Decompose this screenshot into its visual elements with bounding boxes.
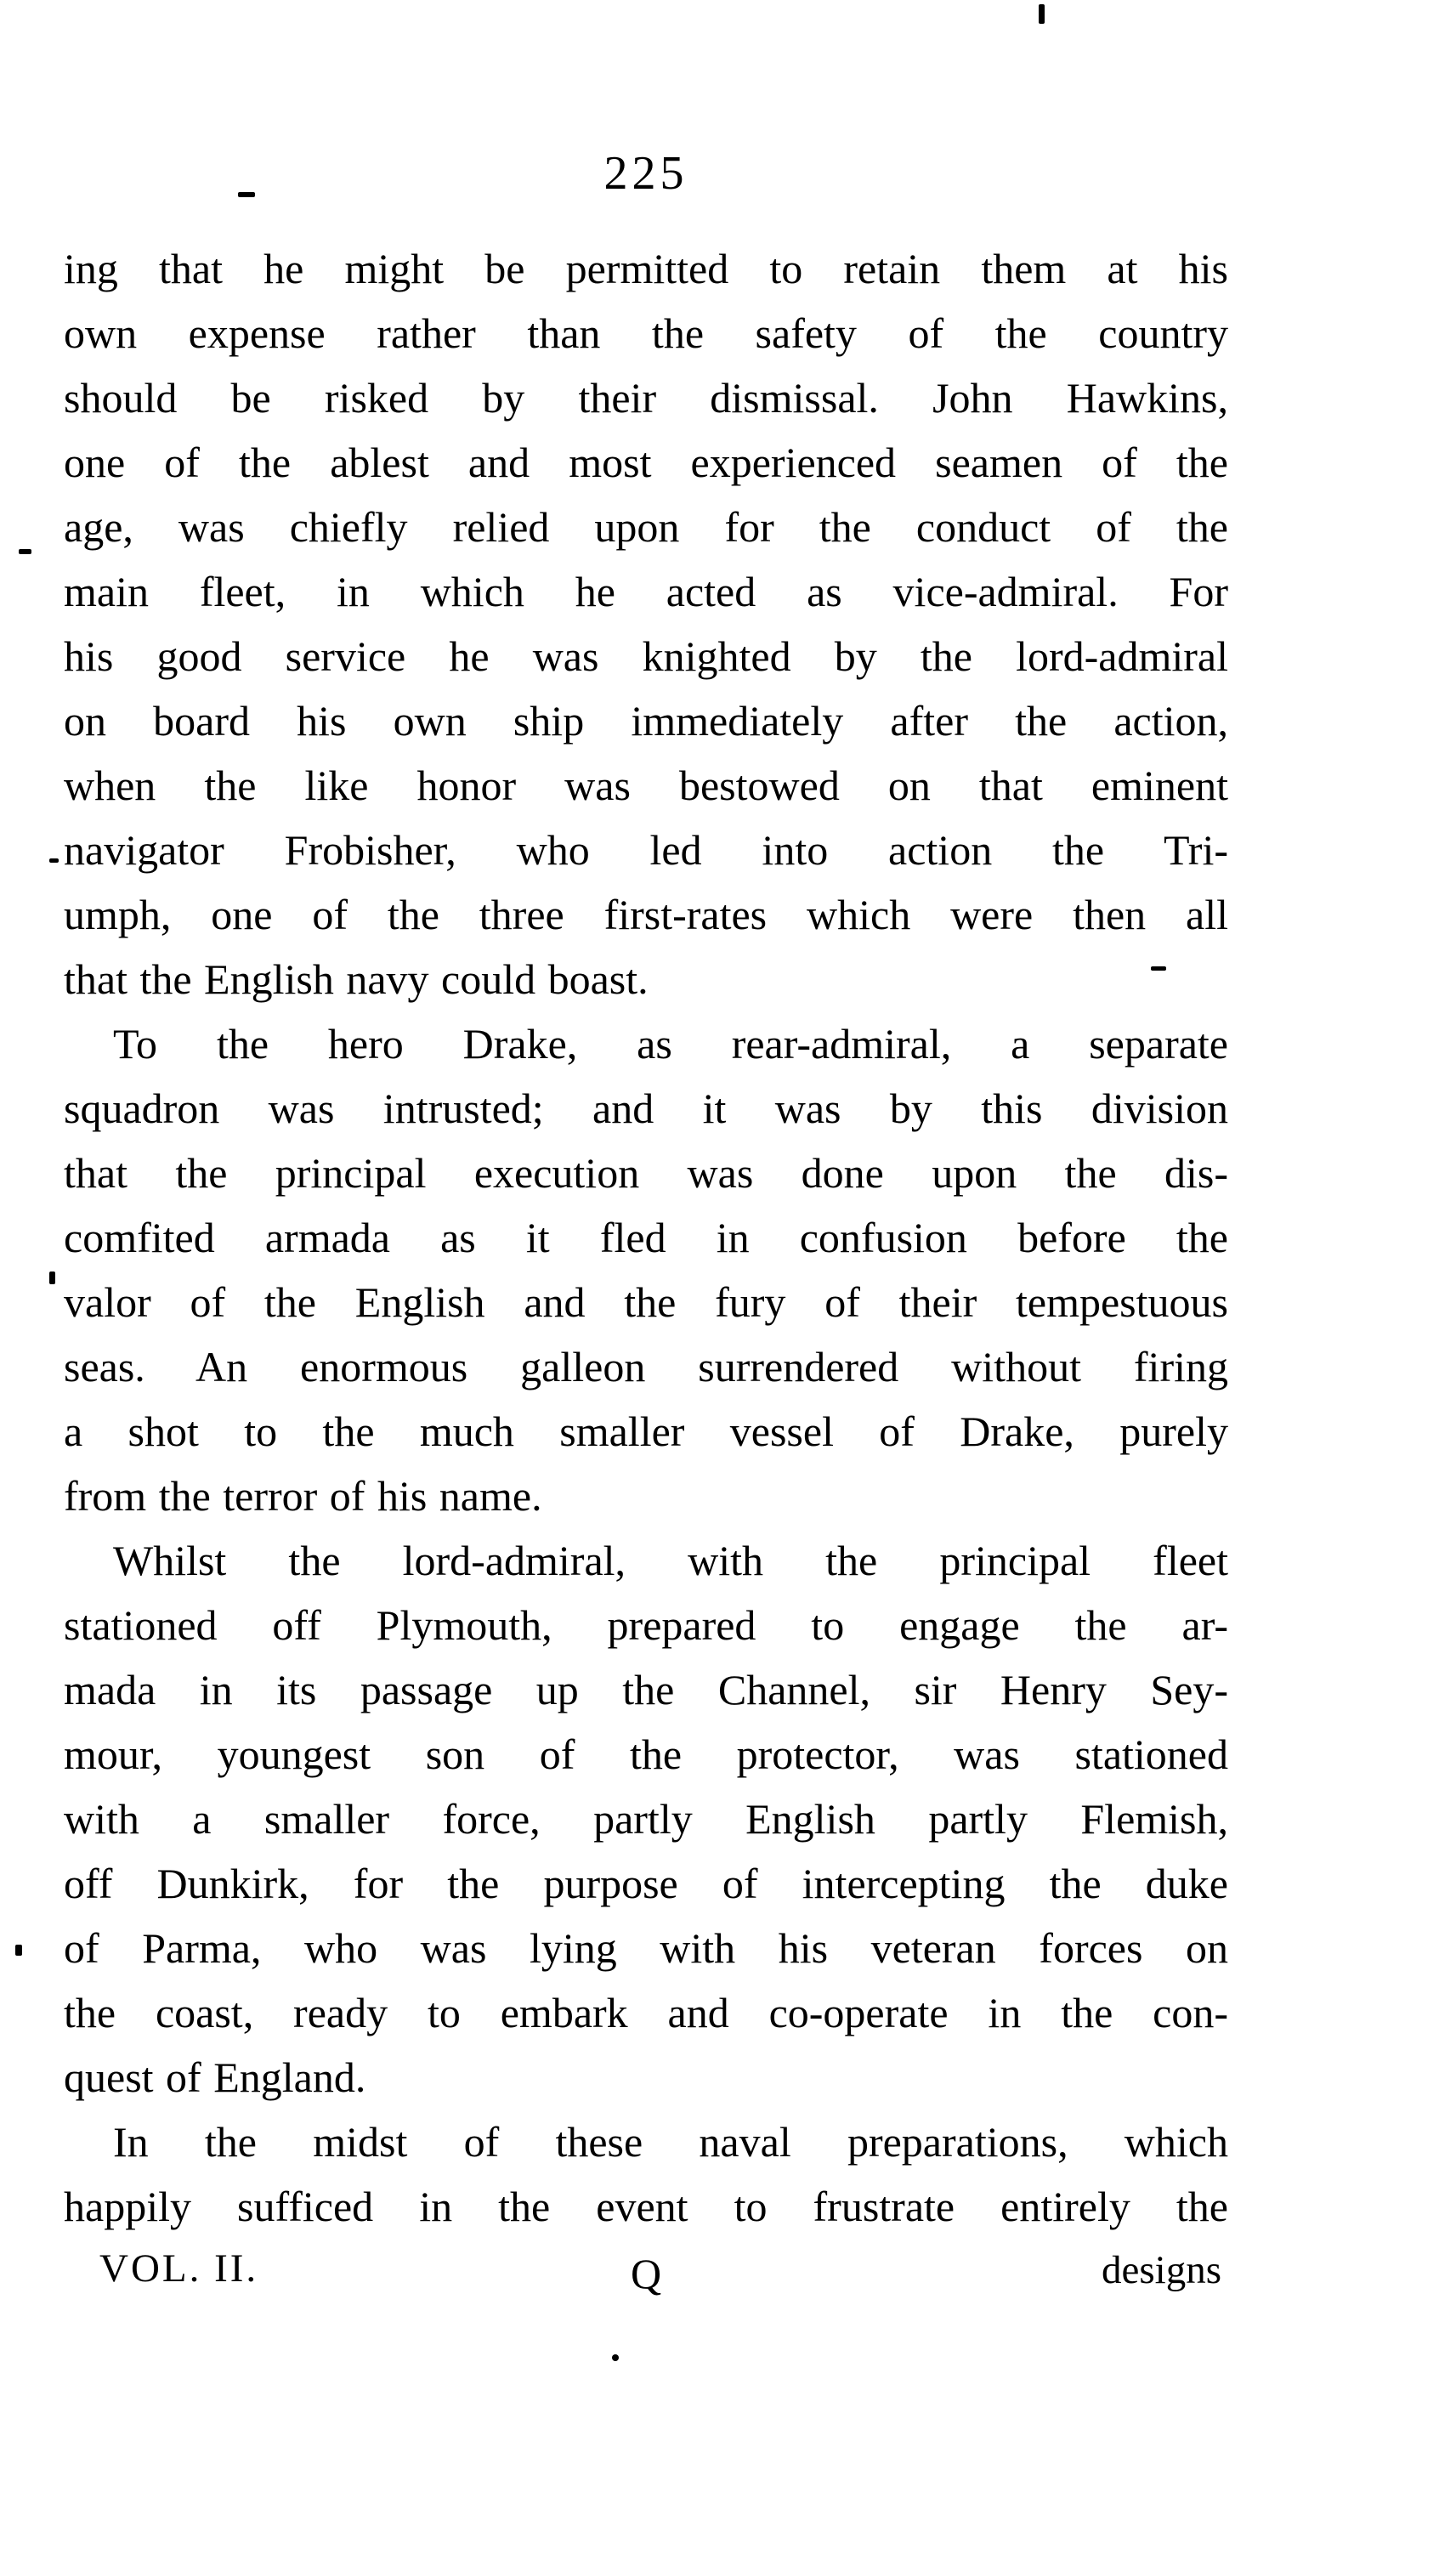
page-footer [64, 2246, 1228, 2310]
text-line: happily sufficed in the event to frustrate entirely the [64, 2183, 1228, 2230]
text-line: with a smaller force, partly English partly Flemish, [64, 1795, 1228, 1843]
volume-label: VOL. II. [99, 2246, 259, 2291]
text-line: own expense rather than the safety of the country [64, 309, 1228, 357]
text-line: on board his own ship immediately after the action, [64, 697, 1228, 745]
signature-mark: Q [630, 2250, 662, 2297]
text-line: ing that he might be permitted to retain them at his [64, 245, 1228, 292]
text-line: from the terror of his name. [64, 1472, 542, 1520]
ink-speck [19, 549, 31, 554]
page-text [64, 236, 1228, 2239]
text-line: mada in its passage up the Channel, sir Henry Sey- [64, 1666, 1228, 1713]
text-line: To the hero Drake, as rear-admiral, a separate [113, 1020, 1228, 1068]
text-line: that the English navy could boast. [64, 955, 649, 1003]
text-line: when the like honor was bestowed on that eminent [64, 762, 1228, 809]
text-line: navigator Frobisher, who led into action the Tri- [64, 826, 1228, 874]
text-line: squadron was intrusted; and it was by this division [64, 1085, 1228, 1132]
text-line: off Dunkirk, for the purpose of intercepting the duke [64, 1860, 1228, 1907]
text-line: stationed off Plymouth, prepared to engage the ar- [64, 1601, 1228, 1649]
text-line: one of the ablest and most experienced seamen of the [64, 439, 1228, 486]
text-line: main fleet, in which he acted as vice-admiral. For [64, 568, 1228, 615]
text-line: Whilst the lord-admiral, with the principal fleet [113, 1537, 1228, 1584]
text-line: comfited armada as it fled in confusion before the [64, 1214, 1228, 1261]
catchword: designs [1102, 2248, 1221, 2292]
text-line: age, was chiefly relied upon for the conduct of the [64, 503, 1228, 551]
text-line: should be risked by their dismissal. John Hawkins, [64, 374, 1228, 422]
text-line: umph, one of the three first-rates which were then all [64, 891, 1228, 938]
text-line: the coast, ready to embark and co-operate in the con- [64, 1989, 1228, 2036]
text-line: In the midst of these naval preparations, which [113, 2118, 1228, 2166]
text-line: a shot to the much smaller vessel of Drake, purely [64, 1407, 1228, 1455]
ink-speck [49, 858, 59, 863]
text-line: his good service he was knighted by the lord-admiral [64, 632, 1228, 680]
text-line: valor of the English and the fury of their tempestuous [64, 1278, 1228, 1326]
text-line: quest of England. [64, 2053, 366, 2101]
text-line: of Parma, who was lying with his veteran forces on [64, 1924, 1228, 1972]
ink-speck [1039, 4, 1045, 24]
ink-speck [612, 2354, 619, 2361]
ink-speck [15, 1945, 22, 1956]
text-line: mour, youngest son of the protector, was stationed [64, 1730, 1228, 1778]
page-number: 225 [603, 147, 688, 200]
text-line: that the principal execution was done upon the dis- [64, 1149, 1228, 1197]
text-line: seas. An enormous galleon surrendered without firing [64, 1343, 1228, 1390]
ink-speck [49, 1272, 55, 1284]
